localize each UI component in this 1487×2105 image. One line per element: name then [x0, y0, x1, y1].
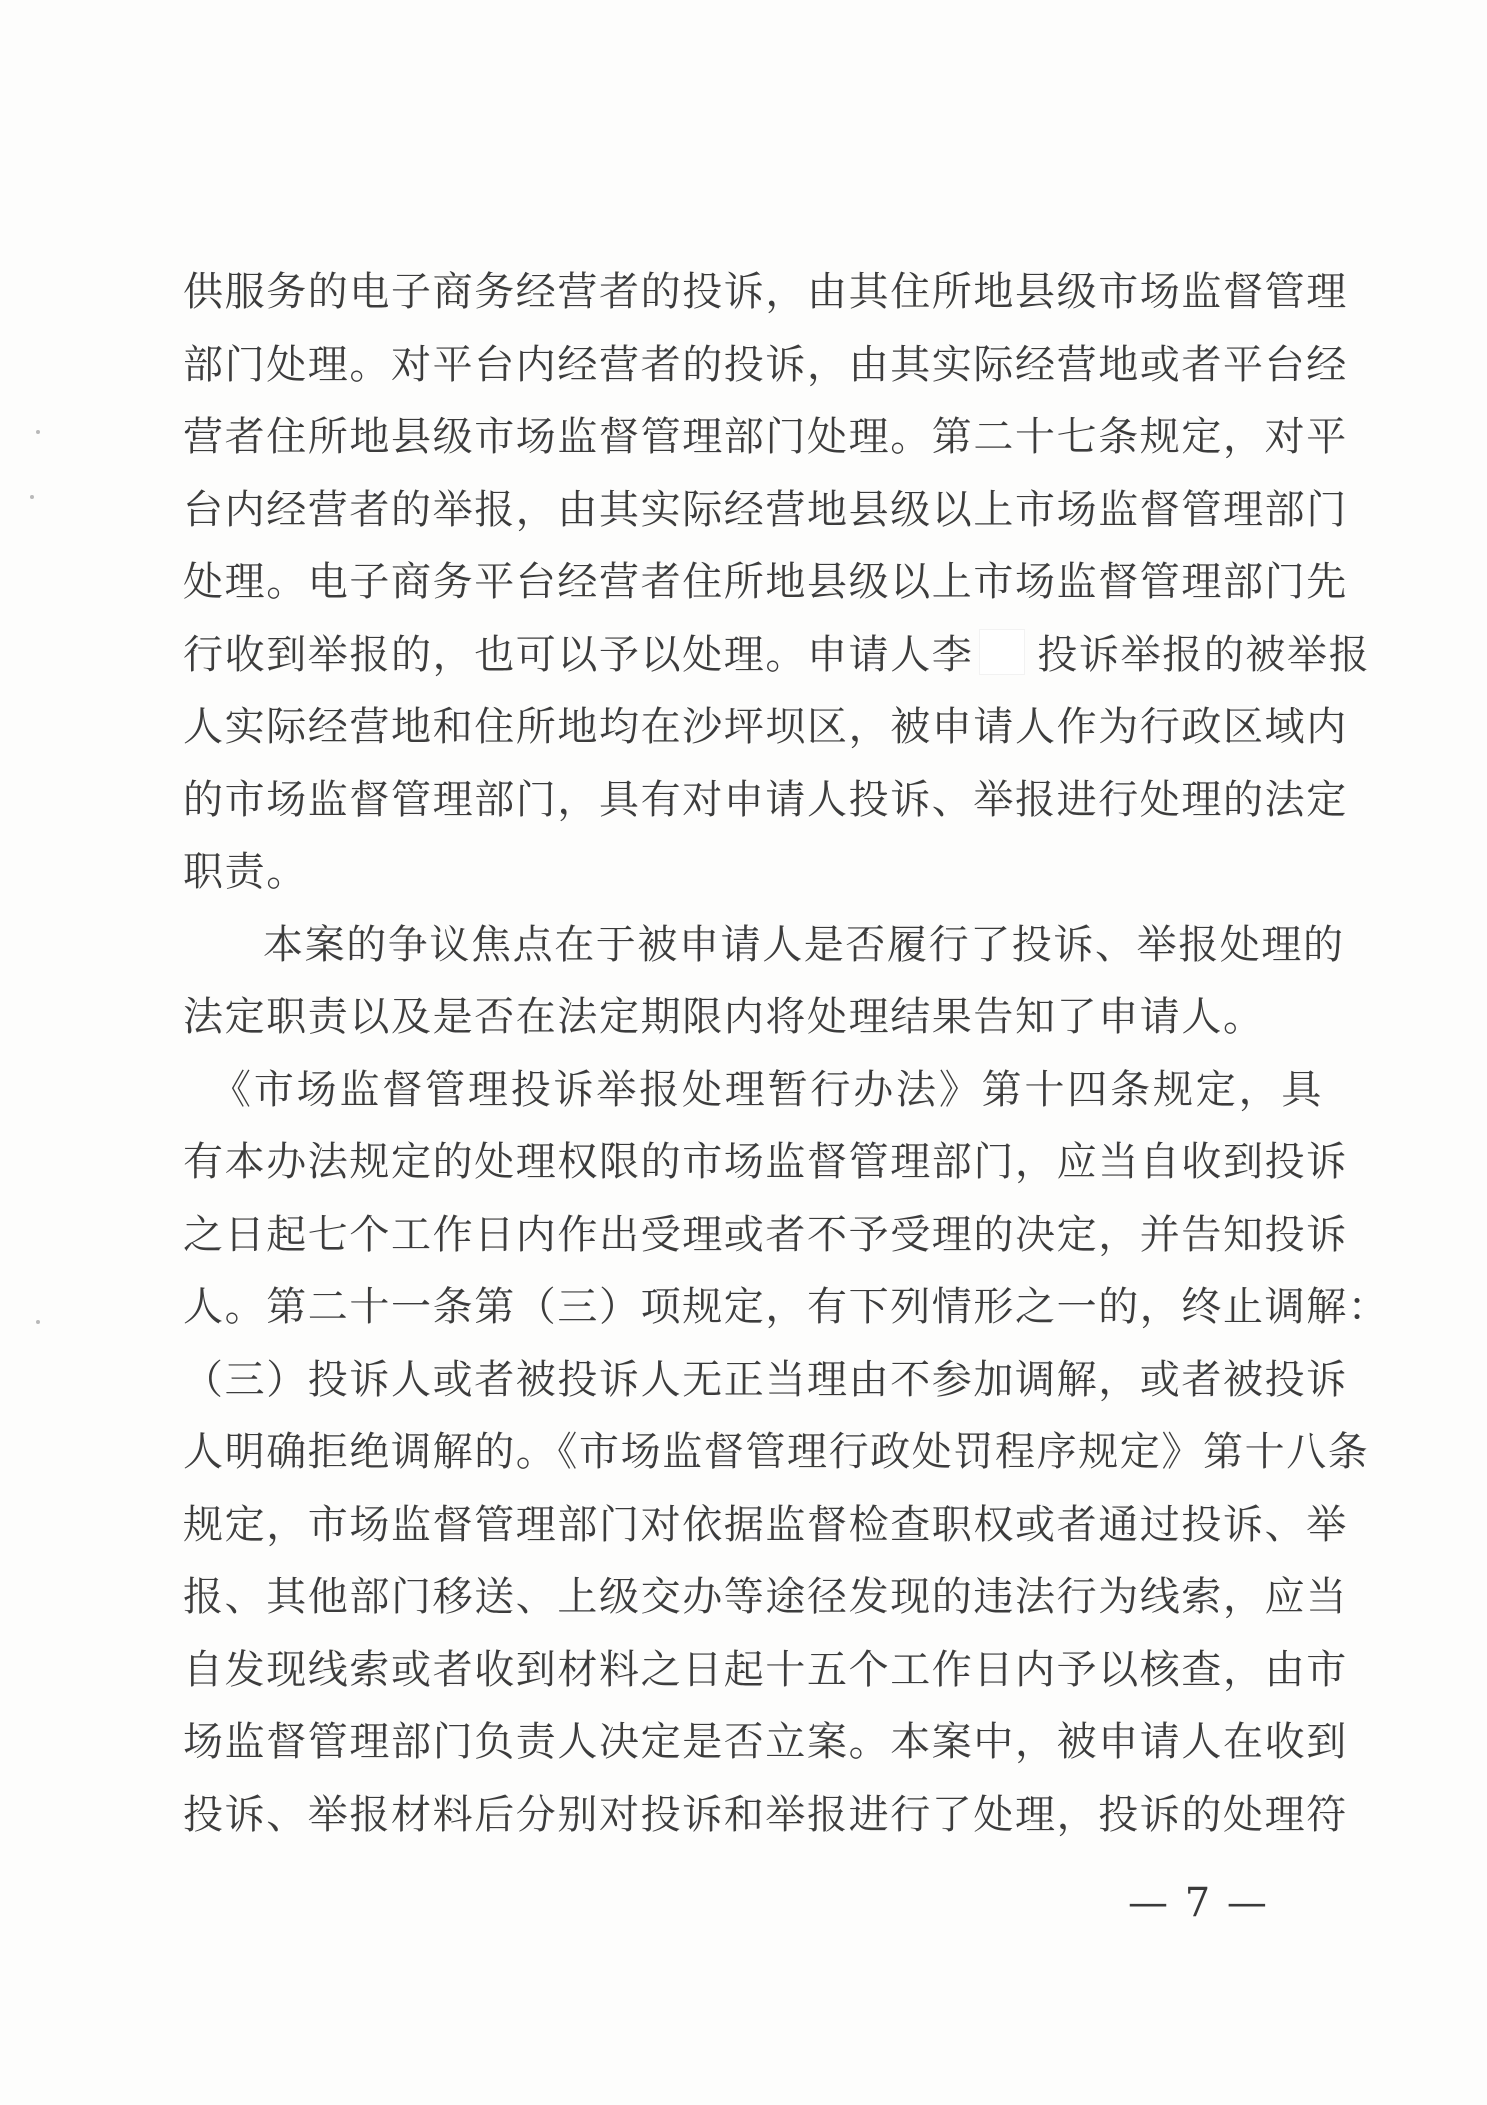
body-line: 规定，市场监督管理部门对依据监督检查职权或者通过投诉、举	[183, 1501, 1348, 1548]
body-line: 人明确拒绝调解的。《市场监督管理行政处罚程序规定》第十八条	[183, 1429, 1370, 1475]
scan-artifact	[36, 1320, 40, 1324]
body-line: 营者住所地县级市场监督管理部门处理。第二十七条规定，对平	[183, 414, 1348, 460]
body-line: 台内经营者的举报，由其实际经营地县级以上市场监督管理部门	[183, 486, 1348, 533]
body-line: 场监督管理部门负责人决定是否立案。本案中，被申请人在收到	[183, 1719, 1348, 1765]
body-line: 人实际经营地和住所地均在沙坪坝区，被申请人作为行政区域内	[183, 704, 1348, 750]
body-line: 部门处理。对平台内经营者的投诉，由其实际经营地或者平台经	[183, 341, 1348, 388]
body-line: 之日起七个工作日内作出受理或者不予受理的决定，并告知投诉	[183, 1211, 1348, 1258]
body-line: 投诉、举报材料后分别对投诉和举报进行了处理，投诉的处理符	[183, 1791, 1348, 1838]
body-line: 处理。电子商务平台经营者住所地县级以上市场监督管理部门先	[183, 559, 1348, 605]
page-number: — 7 —	[1128, 1880, 1269, 1926]
body-line-segment: 投诉举报的被举报	[1037, 631, 1371, 678]
body-line: 有本办法规定的处理权限的市场监督管理部门，应当自收到投诉	[183, 1139, 1348, 1185]
body-line: 法定职责以及是否在法定期限内将处理结果告知了申请人。	[183, 994, 1265, 1040]
paragraph-first-line: 本案的争议焦点在于被申请人是否履行了投诉、举报处理的	[263, 921, 1345, 968]
body-line: 职责。	[183, 849, 308, 895]
body-line: 报、其他部门移送、上级交办等途径发现的违法行为线索，应当	[183, 1574, 1348, 1620]
body-line: 自发现线索或者收到材料之日起十五个工作日内予以核查，由市	[183, 1646, 1348, 1693]
paragraph-first-line: 《市场监督管理投诉举报处理暂行办法》第十四条规定，具	[211, 1066, 1323, 1113]
document-body	[183, 256, 1390, 1851]
body-line: （三）投诉人或者被投诉人无正当理由不参加调解，或者被投诉	[183, 1356, 1348, 1403]
redaction-box	[979, 629, 1025, 675]
body-line: 的市场监督管理部门，具有对申请人投诉、举报进行处理的法定	[183, 776, 1348, 823]
body-line-with-redaction	[183, 619, 1371, 692]
scan-artifact	[36, 430, 40, 434]
body-line-segment: 行收到举报的，也可以予以处理。申请人李	[183, 631, 974, 678]
scan-artifact	[30, 495, 34, 499]
body-line: 人。第二十一条第（三）项规定，有下列情形之一的，终止调解：	[183, 1284, 1390, 1330]
body-line: 供服务的电子商务经营者的投诉，由其住所地县级市场监督管理	[183, 269, 1348, 315]
